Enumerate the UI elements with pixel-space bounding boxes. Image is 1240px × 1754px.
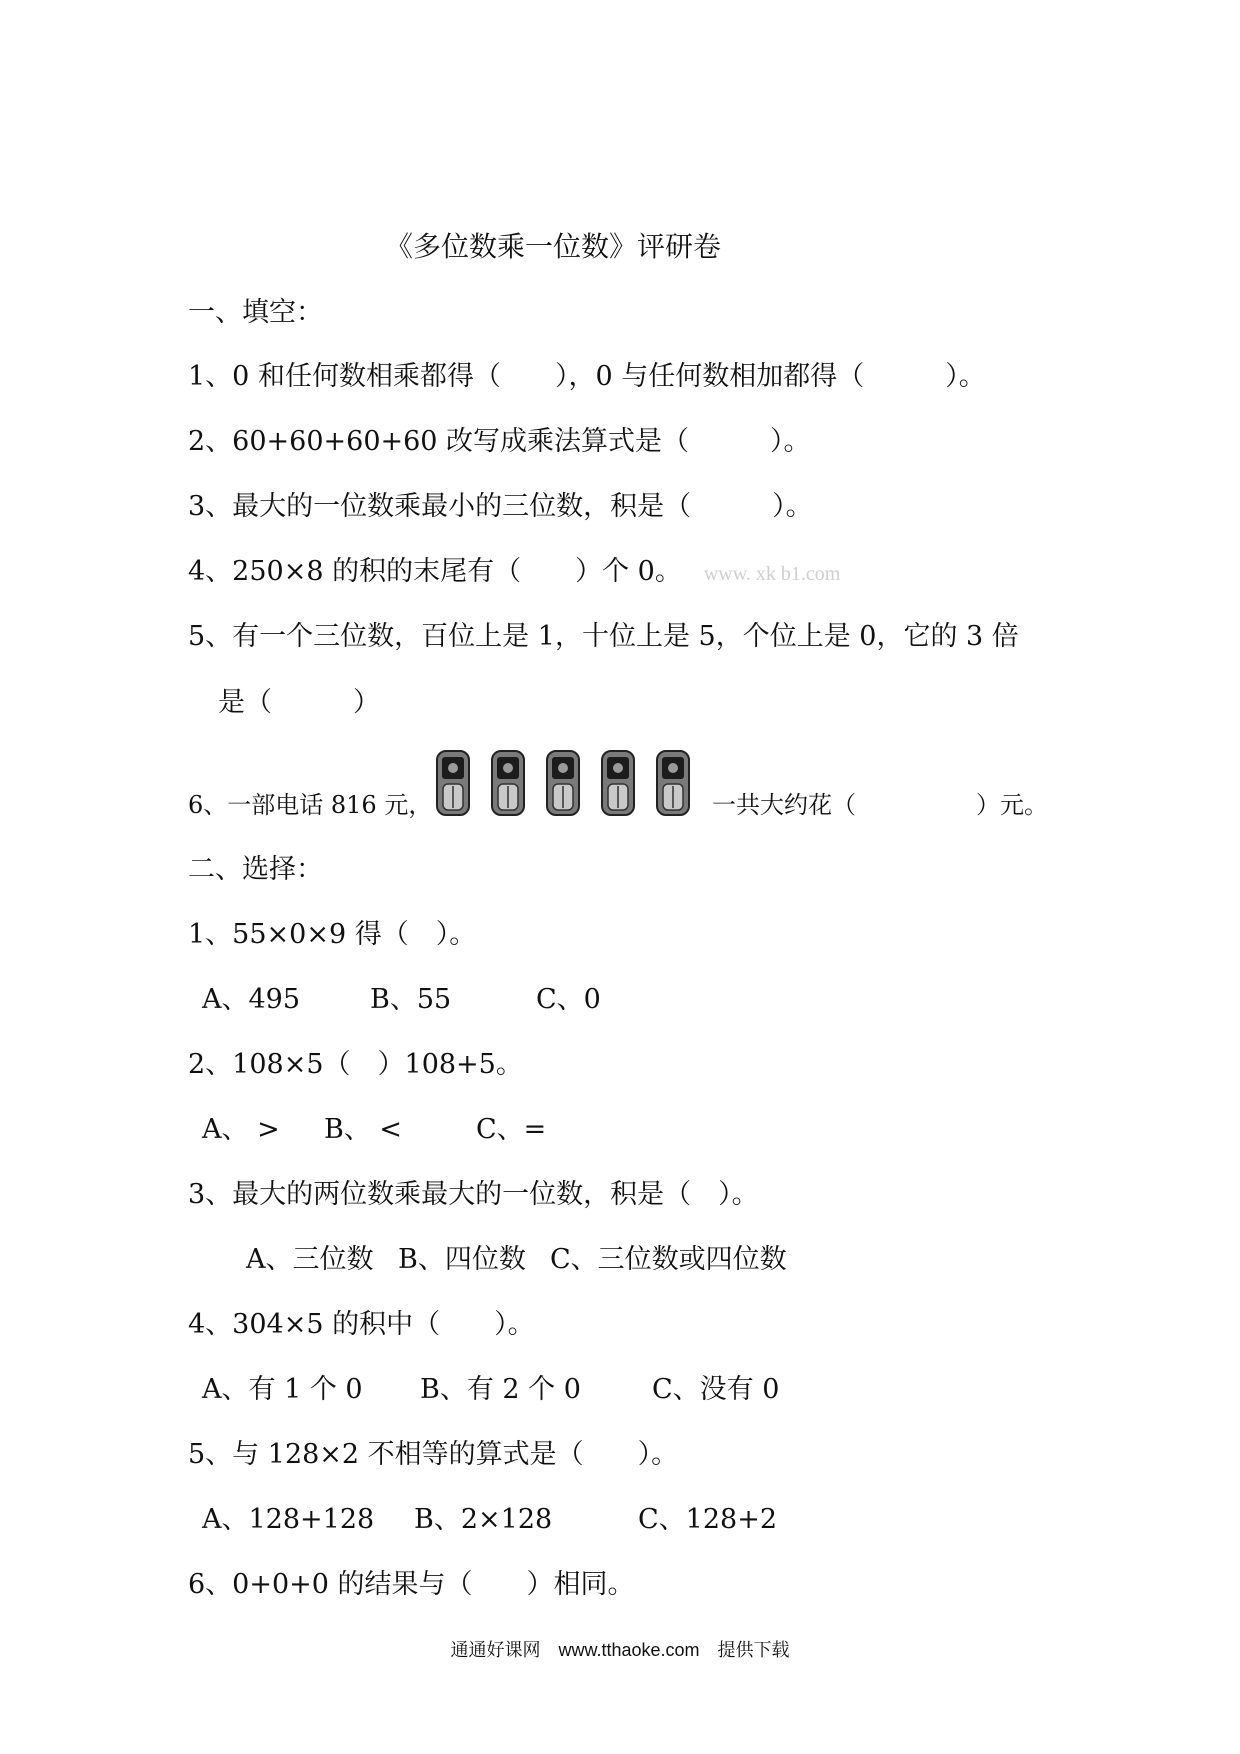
mobile-phone-icon <box>601 750 635 816</box>
page-title: 《多位数乘一位数》评研卷 <box>385 230 722 263</box>
choice-q2-option-c: C、= <box>476 1114 547 1145</box>
choice-q2-option-a: A、 > <box>202 1114 280 1145</box>
mobile-phone-icon <box>436 750 470 816</box>
watermark-text: www. xk b1.com <box>703 563 841 585</box>
choice-question-3: 3、最大的两位数乘最大的一位数，积是（ ）。 <box>188 1179 759 1210</box>
choice-question-6: 6、0+0+0 的结果与（ ）相同。 <box>188 1569 635 1600</box>
choice-q5-option-b: B、2×128 <box>414 1504 553 1535</box>
mobile-phone-icon <box>656 750 690 816</box>
choice-question-4: 4、304×5 的积中（ ）。 <box>188 1309 535 1340</box>
mobile-phone-icon <box>546 750 580 816</box>
choice-q1-option-a: A、495 <box>202 984 301 1015</box>
choice-question-1: 1、55×0×9 得（ ）。 <box>188 919 477 950</box>
choice-question-2: 2、108×5（ ）108+5。 <box>188 1049 523 1080</box>
choice-q5-option-c: C、128+2 <box>638 1504 777 1535</box>
choice-question-5: 5、与 128×2 不相等的算式是（ ）。 <box>188 1439 679 1470</box>
fill-question-3: 3、最大的一位数乘最小的三位数，积是（ ）。 <box>188 491 813 522</box>
fill-question-4: 4、250×8 的积的末尾有（ ）个 0。 <box>188 556 682 587</box>
section1-heading: 一、填空： <box>188 297 323 328</box>
choice-q3-option-b: B、四位数 <box>398 1244 526 1275</box>
choice-q3-option-c: C、三位数或四位数 <box>550 1244 787 1275</box>
choice-q4-option-c: C、没有 0 <box>652 1374 780 1405</box>
fill-question-5: 5、有一个三位数，百位上是 1，十位上是 5，个位上是 0，它的 3 倍 <box>188 621 1019 652</box>
fill-question-6-answer: 一共大约花（ ）元。 <box>712 791 1048 819</box>
choice-q4-option-b: B、有 2 个 0 <box>420 1374 581 1405</box>
page-footer: 通通好课网 www.tthaoke.com 提供下载 <box>450 1640 790 1660</box>
fill-question-5-cont: 是（ ） <box>218 687 380 718</box>
choice-q4-option-a: A、有 1 个 0 <box>202 1374 363 1405</box>
fill-question-4-row <box>188 555 840 591</box>
fill-question-6-text: 6、一部电话 816 元， <box>188 791 433 819</box>
section2-heading: 二、选择： <box>188 854 323 885</box>
choice-q3-option-a: A、三位数 <box>246 1244 374 1275</box>
fill-question-2: 2、60+60+60+60 改写成乘法算式是（ ）。 <box>188 426 811 457</box>
choice-q5-option-a: A、128+128 <box>202 1504 375 1535</box>
choice-q1-option-b: B、55 <box>370 984 452 1015</box>
fill-question-1: 1、0 和任何数相乘都得（ ），0 与任何数相加都得（ ）。 <box>188 361 986 392</box>
choice-q2-option-b: B、 < <box>324 1114 403 1145</box>
choice-q1-option-c: C、0 <box>536 984 601 1015</box>
mobile-phone-icon <box>491 750 525 816</box>
